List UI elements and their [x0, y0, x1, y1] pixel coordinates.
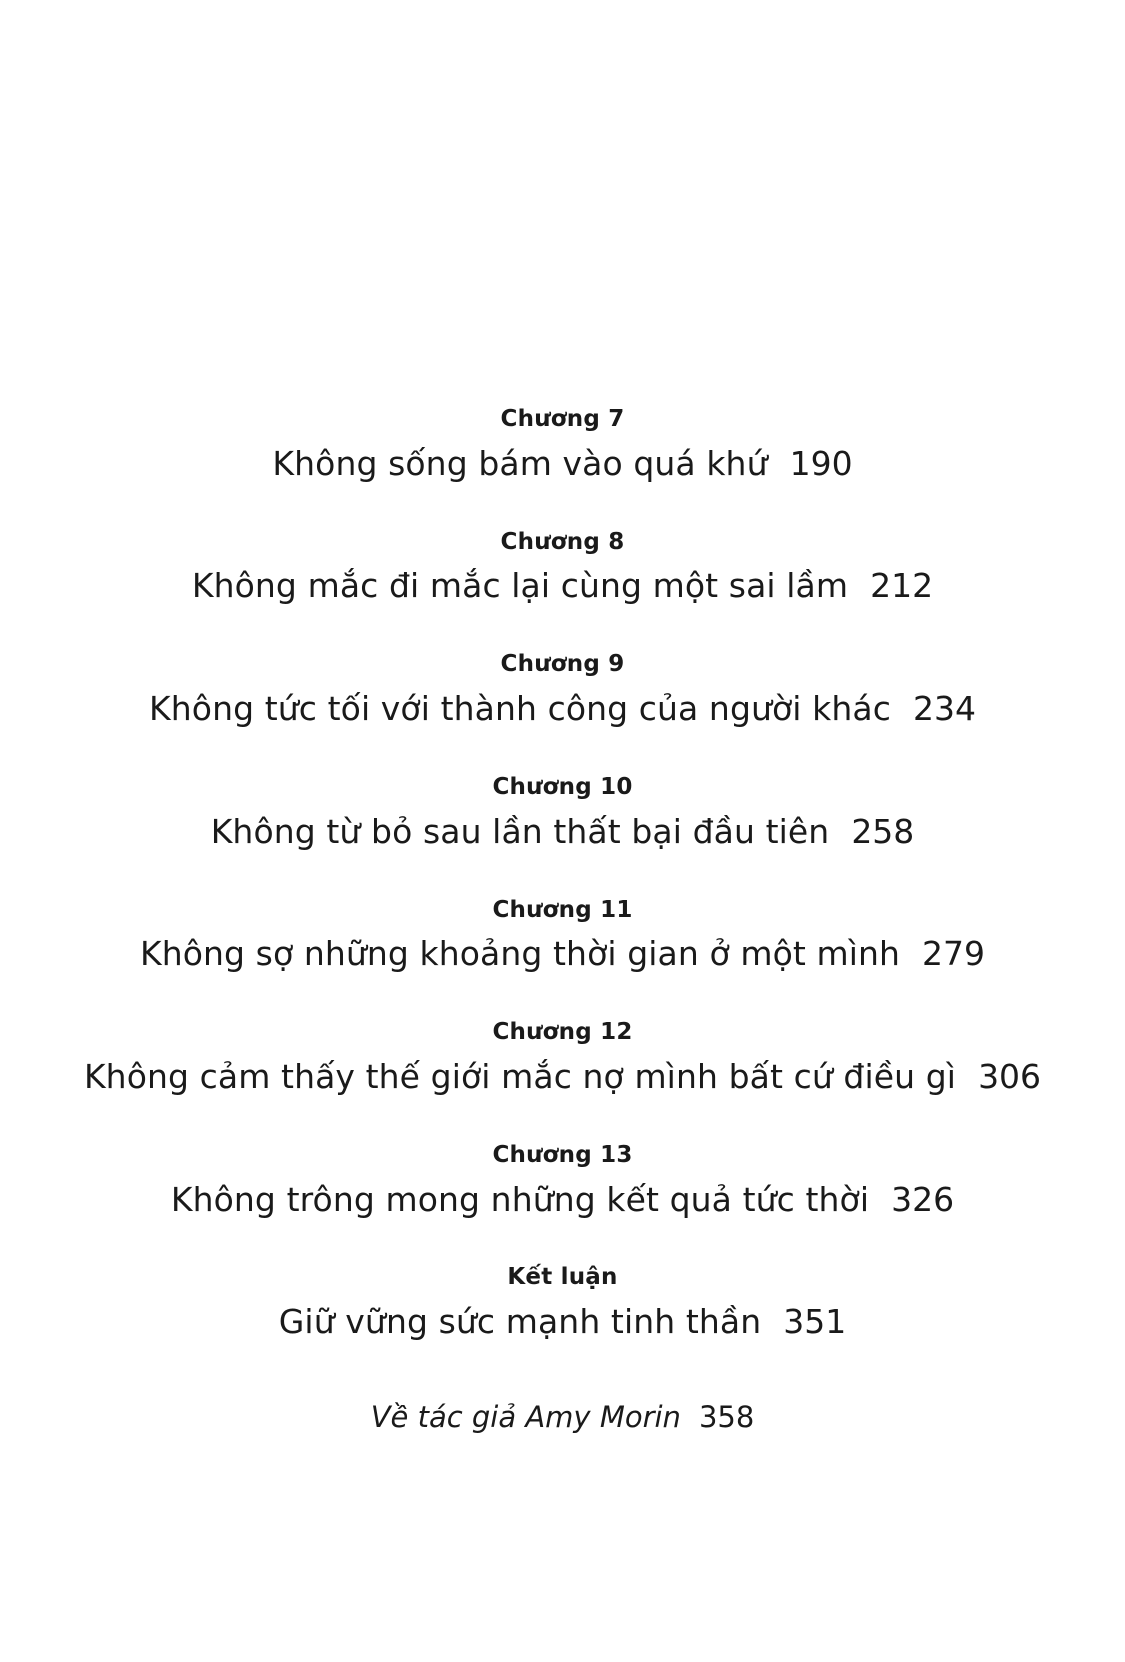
- toc-entry-page: 279: [922, 934, 986, 974]
- toc-entry: [0, 650, 1125, 731]
- toc-entry-line: [0, 443, 1125, 486]
- toc-entry: [0, 773, 1125, 854]
- toc-entry-page: 326: [891, 1179, 955, 1219]
- toc-entry: [0, 405, 1125, 486]
- toc-entry-page: 258: [851, 811, 915, 851]
- toc-entry-page: 190: [789, 443, 853, 483]
- toc-entry-page: 234: [912, 689, 976, 729]
- toc-entry: [0, 528, 1125, 609]
- toc-entry-line: [0, 688, 1125, 731]
- toc-entry-line: [0, 811, 1125, 854]
- toc-entry-title: Không mắc đi mắc lại cùng một sai lầm: [191, 566, 849, 606]
- toc-entry-line: [0, 1056, 1125, 1099]
- toc-author-title: Về tác giả Amy Morin: [370, 1400, 681, 1435]
- toc-entry-page: 306: [978, 1056, 1042, 1096]
- toc-entry: [0, 1263, 1125, 1344]
- toc-entry-line: [0, 933, 1125, 976]
- toc-entry-title: Không sợ những khoảng thời gian ở một mình: [139, 934, 901, 974]
- toc-entry-line: [0, 1301, 1125, 1344]
- toc-author-page: 358: [698, 1400, 755, 1435]
- toc-entry-title: Giữ vững sức mạnh tinh thần: [278, 1302, 762, 1342]
- toc-entry-label: Chương 8: [500, 528, 625, 555]
- toc-entry-title: Không sống bám vào quá khứ: [272, 443, 768, 483]
- toc-entry: [0, 896, 1125, 977]
- toc-entry-label: Kết luận: [507, 1264, 618, 1291]
- toc-entry-page: 351: [783, 1302, 847, 1342]
- toc-entry-label: Chương 9: [500, 651, 625, 678]
- toc-entry-label: Chương 13: [492, 1141, 633, 1168]
- toc-entry-title: Không từ bỏ sau lần thất bại đầu tiên: [210, 811, 830, 851]
- toc-entry-title: Không trông mong những kết quả tức thời: [170, 1179, 870, 1219]
- toc-entry-line: [0, 1179, 1125, 1222]
- toc-entry-title: Không cảm thấy thế giới mắc nợ mình bất cứ điều gì: [83, 1056, 957, 1096]
- toc-entry-label: Chương 7: [500, 406, 625, 432]
- toc-author-entry: [0, 1400, 1125, 1434]
- toc-entry-label: Chương 11: [492, 896, 633, 923]
- toc-entry: [0, 1018, 1125, 1099]
- toc-entry-label: Chương 10: [492, 773, 633, 800]
- toc-entry-line: [0, 565, 1125, 608]
- toc-entry-label: Chương 12: [492, 1019, 633, 1046]
- toc-entry-page: 212: [870, 566, 934, 606]
- toc-entry: [0, 1141, 1125, 1222]
- toc-entry-title: Không tức tối với thành công của người khác: [149, 689, 891, 729]
